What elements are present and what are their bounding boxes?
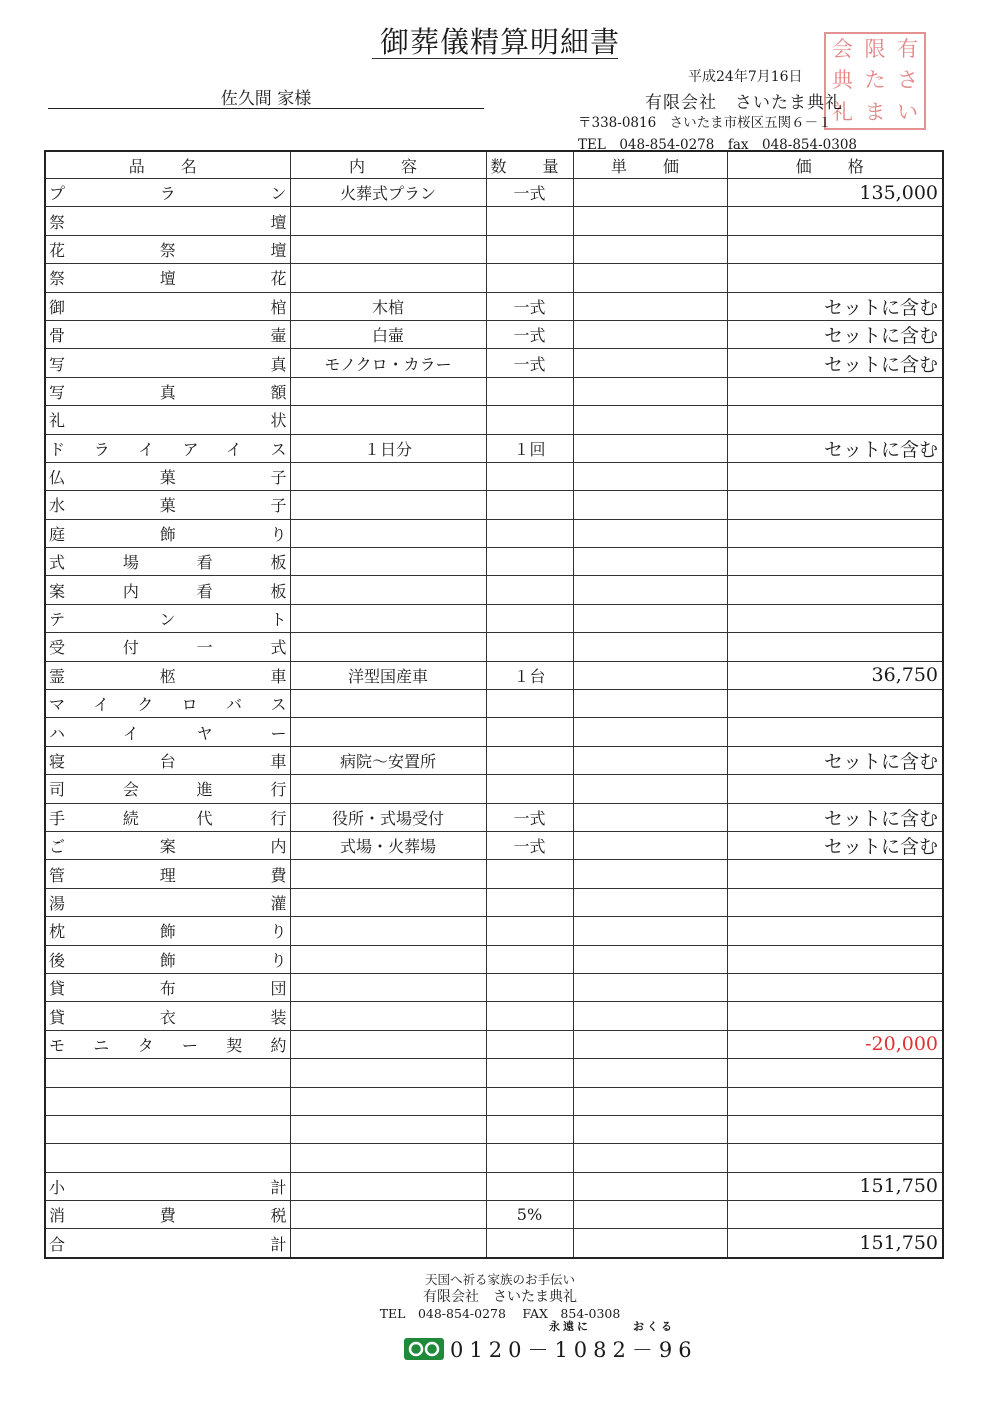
table-row <box>45 179 943 207</box>
item-content <box>290 604 486 632</box>
table-row <box>45 1087 943 1115</box>
document-title: 御葬儀精算明細書 <box>379 25 620 59</box>
item-content <box>290 548 486 576</box>
item-content <box>290 207 486 235</box>
item-content <box>290 406 486 434</box>
item-content: 式場・火葬場 <box>290 831 486 859</box>
table-row <box>45 945 943 973</box>
footer-tagline: 永遠に おくる <box>549 1320 675 1333</box>
item-content <box>290 888 486 916</box>
item-name: 御棺 <box>45 292 290 320</box>
item-name <box>45 1144 290 1172</box>
item-unit-price <box>573 917 727 945</box>
item-quantity <box>486 718 573 746</box>
item-quantity: 一式 <box>486 320 573 348</box>
item-name: プラン <box>45 179 290 207</box>
item-content <box>290 377 486 405</box>
item-price: 36,750 <box>727 661 943 689</box>
freedial-digits: 0120－1082－96 <box>450 1338 698 1362</box>
item-price <box>727 1002 943 1030</box>
item-price <box>727 462 943 490</box>
item-unit-price <box>573 207 727 235</box>
item-unit-price <box>573 519 727 547</box>
item-unit-price <box>573 718 727 746</box>
item-price <box>727 775 943 803</box>
item-price: 135,000 <box>727 179 943 207</box>
item-price <box>727 235 943 263</box>
item-content <box>290 519 486 547</box>
item-quantity <box>486 548 573 576</box>
table-row <box>45 491 943 519</box>
item-content <box>290 718 486 746</box>
header-unit-price: 単 価 <box>573 151 727 179</box>
item-price <box>727 945 943 973</box>
item-name <box>45 1059 290 1087</box>
item-name: 庭飾り <box>45 519 290 547</box>
item-unit-price <box>573 633 727 661</box>
item-unit-price <box>573 576 727 604</box>
item-price <box>727 860 943 888</box>
item-content <box>290 1229 486 1258</box>
item-unit-price <box>573 434 727 462</box>
item-quantity <box>486 519 573 547</box>
item-name: 小計 <box>45 1172 290 1200</box>
table-row <box>45 1229 943 1258</box>
item-name: 案内看板 <box>45 576 290 604</box>
item-name: 花祭壇 <box>45 235 290 263</box>
item-name: 写真額 <box>45 377 290 405</box>
header-price: 価 格 <box>727 151 943 179</box>
item-price <box>727 917 943 945</box>
item-unit-price <box>573 406 727 434</box>
customer-name: 佐久間 家様 <box>48 84 484 109</box>
item-unit-price <box>573 320 727 348</box>
item-unit-price <box>573 548 727 576</box>
item-price <box>727 406 943 434</box>
table-row <box>45 207 943 235</box>
item-quantity <box>486 604 573 632</box>
table-row <box>45 235 943 263</box>
item-quantity <box>486 690 573 718</box>
item-content <box>290 690 486 718</box>
item-name: 貸衣装 <box>45 1002 290 1030</box>
item-name: 礼状 <box>45 406 290 434</box>
item-name: 祭壇 <box>45 207 290 235</box>
table-row <box>45 1144 943 1172</box>
item-quantity: 一式 <box>486 831 573 859</box>
item-name: 式場看板 <box>45 548 290 576</box>
item-unit-price <box>573 775 727 803</box>
item-content <box>290 264 486 292</box>
item-unit-price <box>573 462 727 490</box>
item-quantity <box>486 462 573 490</box>
item-content <box>290 973 486 1001</box>
item-content <box>290 1087 486 1115</box>
table-row <box>45 1172 943 1200</box>
item-unit-price <box>573 179 727 207</box>
item-unit-price <box>573 1201 727 1229</box>
item-price <box>727 491 943 519</box>
item-price: -20,000 <box>727 1030 943 1058</box>
item-name: 寝台車 <box>45 746 290 774</box>
item-quantity: 5% <box>486 1201 573 1229</box>
table-row <box>45 831 943 859</box>
table-row <box>45 661 943 689</box>
item-content <box>290 775 486 803</box>
item-name: 合計 <box>45 1229 290 1258</box>
table-row <box>45 888 943 916</box>
item-price <box>727 519 943 547</box>
item-quantity <box>486 1087 573 1115</box>
item-content <box>290 860 486 888</box>
item-price <box>727 264 943 292</box>
table-row <box>45 519 943 547</box>
table-row <box>45 292 943 320</box>
item-quantity <box>486 576 573 604</box>
item-unit-price <box>573 860 727 888</box>
item-quantity <box>486 1172 573 1200</box>
item-price <box>727 377 943 405</box>
item-quantity: １台 <box>486 661 573 689</box>
table-row <box>45 1002 943 1030</box>
item-quantity <box>486 746 573 774</box>
item-name: 司会進行 <box>45 775 290 803</box>
item-unit-price <box>573 803 727 831</box>
table-row <box>45 690 943 718</box>
table-row <box>45 604 943 632</box>
table-row <box>45 377 943 405</box>
table-row <box>45 1115 943 1143</box>
item-content <box>290 1059 486 1087</box>
table-row <box>45 973 943 1001</box>
item-name <box>45 1115 290 1143</box>
statement-table <box>44 150 944 1259</box>
item-unit-price <box>573 377 727 405</box>
table-row <box>45 1201 943 1229</box>
item-content <box>290 1115 486 1143</box>
issue-date: 平成24年7月16日 <box>688 69 803 85</box>
item-unit-price <box>573 661 727 689</box>
item-quantity <box>486 1144 573 1172</box>
item-unit-price <box>573 1229 727 1258</box>
item-name: マイクロバス <box>45 690 290 718</box>
table-row <box>45 633 943 661</box>
item-content <box>290 945 486 973</box>
item-price <box>727 1201 943 1229</box>
item-quantity <box>486 917 573 945</box>
item-price <box>727 1144 943 1172</box>
table-row <box>45 576 943 604</box>
table-row <box>45 860 943 888</box>
item-content: 役所・式場受付 <box>290 803 486 831</box>
item-unit-price <box>573 604 727 632</box>
item-content: 木棺 <box>290 292 486 320</box>
item-price <box>727 1115 943 1143</box>
item-quantity <box>486 945 573 973</box>
item-price: セットに含む <box>727 803 943 831</box>
table-row <box>45 718 943 746</box>
table-row <box>45 803 943 831</box>
item-unit-price <box>573 349 727 377</box>
item-unit-price <box>573 746 727 774</box>
table-row <box>45 349 943 377</box>
item-name: 消費税 <box>45 1201 290 1229</box>
table-row <box>45 264 943 292</box>
item-content: 火葬式プラン <box>290 179 486 207</box>
item-unit-price <box>573 1087 727 1115</box>
item-name: 仏菓子 <box>45 462 290 490</box>
company-name: 有限会社 さいたま典礼 <box>645 93 843 113</box>
item-content: モノクロ・カラー <box>290 349 486 377</box>
item-name: ハイヤー <box>45 718 290 746</box>
item-price: セットに含む <box>727 434 943 462</box>
footer-slogan: 天国へ祈る家族のお手伝い <box>424 1272 575 1287</box>
item-quantity <box>486 235 573 263</box>
item-price: 151,750 <box>727 1172 943 1200</box>
item-unit-price <box>573 1059 727 1087</box>
footer-contact: TEL 048-854-0278 FAX 854-0308 <box>379 1306 621 1321</box>
table-row <box>45 917 943 945</box>
item-unit-price <box>573 973 727 1001</box>
company-contact: TEL 048-854-0278 fax 048-854-0308 <box>578 137 858 153</box>
item-name: 祭壇花 <box>45 264 290 292</box>
freedial-icon <box>404 1338 444 1365</box>
table-row <box>45 406 943 434</box>
item-content <box>290 633 486 661</box>
item-name: 受付一式 <box>45 633 290 661</box>
item-name: ドライアイス <box>45 434 290 462</box>
item-price: セットに含む <box>727 831 943 859</box>
item-quantity <box>486 491 573 519</box>
item-content <box>290 1144 486 1172</box>
item-unit-price <box>573 1115 727 1143</box>
item-quantity <box>486 633 573 661</box>
item-price <box>727 690 943 718</box>
item-content <box>290 235 486 263</box>
footer-company: 有限会社 さいたま典礼 <box>423 1289 577 1305</box>
item-content <box>290 1201 486 1229</box>
item-quantity: 一式 <box>486 803 573 831</box>
item-price <box>727 576 943 604</box>
item-quantity <box>486 207 573 235</box>
table-row <box>45 746 943 774</box>
item-quantity: 一式 <box>486 292 573 320</box>
item-name: 手続代行 <box>45 803 290 831</box>
item-price <box>727 633 943 661</box>
item-name: 枕飾り <box>45 917 290 945</box>
item-price: セットに含む <box>727 292 943 320</box>
table-header-row <box>45 151 943 179</box>
item-price <box>727 1087 943 1115</box>
company-seal: 会 限 有 典 た さ 礼 ま い <box>824 32 926 130</box>
freedial-number <box>404 1334 698 1365</box>
item-price: セットに含む <box>727 349 943 377</box>
item-quantity: １回 <box>486 434 573 462</box>
item-name: 貸布団 <box>45 973 290 1001</box>
item-content <box>290 491 486 519</box>
table-row <box>45 434 943 462</box>
item-name: テント <box>45 604 290 632</box>
item-price <box>727 604 943 632</box>
item-unit-price <box>573 888 727 916</box>
item-quantity <box>486 1059 573 1087</box>
item-unit-price <box>573 491 727 519</box>
item-unit-price <box>573 1030 727 1058</box>
item-unit-price <box>573 1144 727 1172</box>
item-price <box>727 718 943 746</box>
item-name <box>45 1087 290 1115</box>
item-quantity <box>486 1229 573 1258</box>
title-underline <box>372 58 618 59</box>
table-row <box>45 548 943 576</box>
item-price: セットに含む <box>727 320 943 348</box>
item-unit-price <box>573 690 727 718</box>
table-row <box>45 1059 943 1087</box>
item-name: モニター契約 <box>45 1030 290 1058</box>
item-content <box>290 917 486 945</box>
item-content <box>290 1002 486 1030</box>
item-price <box>727 207 943 235</box>
item-unit-price <box>573 1172 727 1200</box>
table-row <box>45 320 943 348</box>
item-price <box>727 973 943 1001</box>
item-quantity <box>486 860 573 888</box>
header-content: 内 容 <box>290 151 486 179</box>
item-content <box>290 1172 486 1200</box>
table-row <box>45 1030 943 1058</box>
item-content: 洋型国産車 <box>290 661 486 689</box>
item-content <box>290 576 486 604</box>
item-name: 霊柩車 <box>45 661 290 689</box>
table-row <box>45 775 943 803</box>
item-price <box>727 888 943 916</box>
item-name: 管理費 <box>45 860 290 888</box>
item-name: 写真 <box>45 349 290 377</box>
item-unit-price <box>573 235 727 263</box>
table-row <box>45 462 943 490</box>
item-unit-price <box>573 292 727 320</box>
item-quantity <box>486 264 573 292</box>
item-quantity <box>486 1030 573 1058</box>
item-content <box>290 1030 486 1058</box>
item-quantity <box>486 973 573 1001</box>
item-quantity <box>486 406 573 434</box>
item-price: セットに含む <box>727 746 943 774</box>
item-name: ご案内 <box>45 831 290 859</box>
item-name: 湯灌 <box>45 888 290 916</box>
item-unit-price <box>573 1002 727 1030</box>
header-quantity: 数 量 <box>486 151 573 179</box>
item-content <box>290 462 486 490</box>
item-content: 病院～安置所 <box>290 746 486 774</box>
item-content: １日分 <box>290 434 486 462</box>
item-name: 後飾り <box>45 945 290 973</box>
item-quantity <box>486 1002 573 1030</box>
item-quantity: 一式 <box>486 179 573 207</box>
item-quantity <box>486 1115 573 1143</box>
item-content: 白壷 <box>290 320 486 348</box>
company-address: 〒338-0816 さいたま市桜区五関６－１ <box>578 115 832 131</box>
item-price: 151,750 <box>727 1229 943 1258</box>
item-quantity <box>486 377 573 405</box>
item-name: 水菓子 <box>45 491 290 519</box>
item-quantity: 一式 <box>486 349 573 377</box>
item-unit-price <box>573 945 727 973</box>
header-item: 品 名 <box>45 151 290 179</box>
item-quantity <box>486 775 573 803</box>
item-unit-price <box>573 264 727 292</box>
item-price <box>727 1059 943 1087</box>
item-name: 骨壷 <box>45 320 290 348</box>
item-quantity <box>486 888 573 916</box>
item-unit-price <box>573 831 727 859</box>
item-price <box>727 548 943 576</box>
